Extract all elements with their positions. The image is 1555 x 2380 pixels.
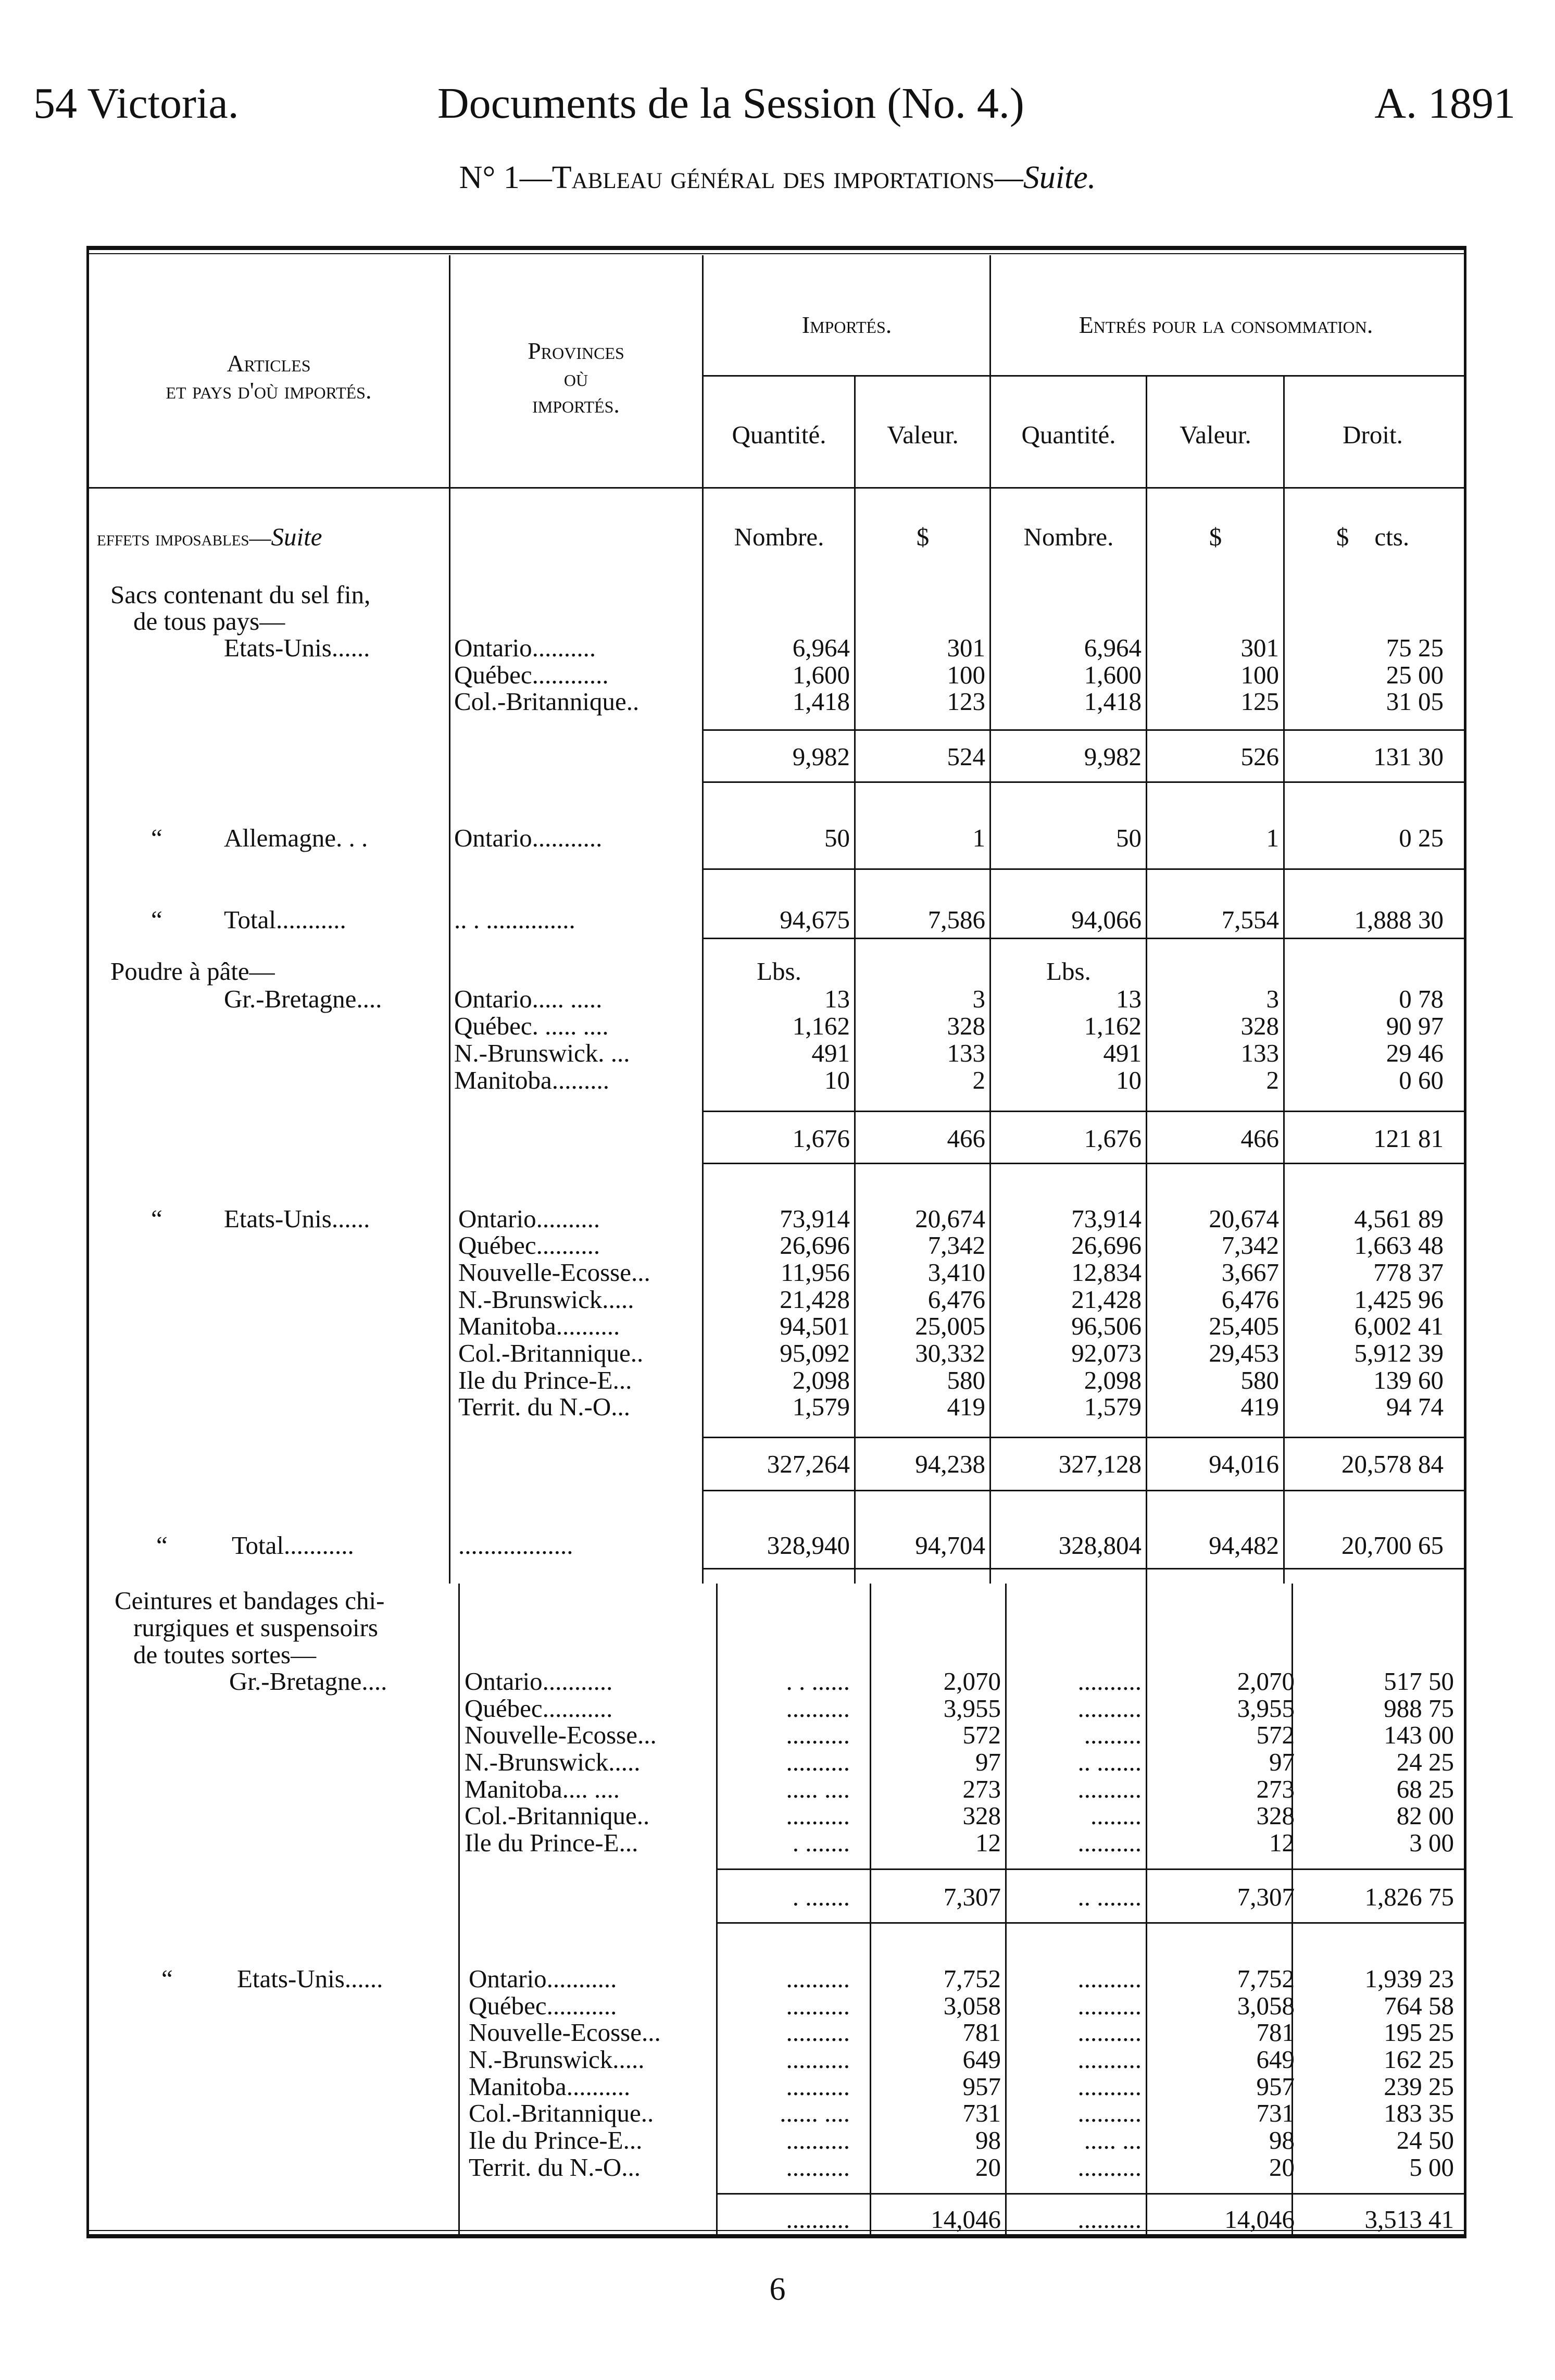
quantity-imported-cell: . ....... xyxy=(792,1828,850,1857)
duty-cell: 183 35 xyxy=(1384,2099,1454,2127)
province-cell: Col.-Britannique.. xyxy=(469,2099,654,2127)
province-cell: Nouvelle-Ecosse... xyxy=(469,2018,661,2047)
quantity-imported-cell: .......... xyxy=(786,2018,850,2047)
value-entered-cell: 98 xyxy=(1269,2126,1295,2154)
province-cell: Québec............ xyxy=(454,661,609,689)
subtotal-quantity-entered: 327,128 xyxy=(1058,1450,1142,1478)
value-imported-cell: 328 xyxy=(962,1801,1001,1830)
subtotal-quantity-entered: .......... xyxy=(1077,2205,1142,2234)
col-header-articles-line: Articles xyxy=(227,350,311,377)
duty-cell: 1,888 30 xyxy=(1354,905,1444,934)
province-cell: Ontario.......... xyxy=(454,633,596,662)
row-rule xyxy=(89,487,1464,489)
value-entered-cell: 100 xyxy=(1240,661,1279,689)
duty-cell: 24 25 xyxy=(1396,1748,1454,1776)
province-cell: N.-Brunswick..... xyxy=(458,1285,634,1314)
quantity-entered-cell: 1,600 xyxy=(1084,661,1142,689)
duty-cell: 139 60 xyxy=(1373,1366,1444,1394)
value-imported-cell: 30,332 xyxy=(915,1339,985,1367)
value-entered-cell: 7,554 xyxy=(1221,905,1279,934)
value-imported-cell: 419 xyxy=(947,1392,985,1421)
duty-cell: 5,912 39 xyxy=(1354,1339,1444,1367)
table-title-prefix: N° 1— xyxy=(459,160,552,195)
quantity-imported-cell: ..... .... xyxy=(786,1775,850,1803)
value-entered-cell: 273 xyxy=(1256,1775,1295,1803)
duty-cell: 82 00 xyxy=(1396,1801,1454,1830)
quantity-entered-cell: 92,073 xyxy=(1071,1339,1142,1367)
column-rule xyxy=(449,255,450,1584)
province-cell: Québec. ..... .... xyxy=(454,1012,609,1040)
row-rule xyxy=(702,868,1464,870)
quantity-entered-cell: .. ....... xyxy=(1077,1748,1142,1776)
quantity-imported-cell: .......... xyxy=(786,1748,850,1776)
quantity-imported-cell: .......... xyxy=(786,1721,850,1749)
value-imported-cell: 100 xyxy=(947,661,985,689)
value-imported-cell: 25,005 xyxy=(915,1312,985,1340)
duty-cell: 1,425 96 xyxy=(1354,1285,1444,1314)
quantity-entered-cell: .......... xyxy=(1077,2072,1142,2101)
quantity-imported-cell: 491 xyxy=(811,1039,850,1067)
value-imported-cell: 328 xyxy=(947,1012,985,1040)
quantity-imported-cell: .......... xyxy=(786,2045,850,2074)
quantity-imported-cell: .......... xyxy=(786,2153,850,2182)
subtotal-value-entered: 7,307 xyxy=(1237,1883,1295,1911)
col-header-provinces-line: Provinces xyxy=(528,338,624,364)
province-cell: Col.-Britannique.. xyxy=(454,687,639,716)
value-entered-cell: 20,674 xyxy=(1209,1204,1279,1233)
country-label: Gr.-Bretagne.... xyxy=(229,1667,387,1696)
duty-cell: 31 05 xyxy=(1386,687,1444,716)
value-entered-cell: 419 xyxy=(1240,1392,1279,1421)
subtotal-quantity-entered: 1,676 xyxy=(1084,1124,1142,1153)
value-imported-cell: 580 xyxy=(947,1366,985,1394)
quantity-imported-cell: 94,501 xyxy=(780,1312,850,1340)
value-entered-cell: 301 xyxy=(1240,633,1279,662)
duty-cell: 0 60 xyxy=(1399,1066,1444,1094)
subtotal-value-entered: 466 xyxy=(1240,1124,1279,1153)
province-cell: Québec.......... xyxy=(458,1231,600,1260)
duty-cell: 778 37 xyxy=(1373,1258,1444,1287)
value-imported-cell: 957 xyxy=(962,2072,1001,2101)
column-rule xyxy=(458,1584,460,2235)
quantity-entered-cell: 94,066 xyxy=(1071,905,1142,934)
section-label-text: effets imposables— xyxy=(97,527,271,551)
value-imported-cell: 12 xyxy=(975,1828,1001,1857)
row-rule xyxy=(716,1922,1464,1924)
duty-cell: 517 50 xyxy=(1384,1667,1454,1696)
quantity-entered-cell: .......... xyxy=(1077,1964,1142,1993)
value-imported-cell: 7,342 xyxy=(927,1231,985,1260)
quantity-entered-cell: 50 xyxy=(1116,824,1142,852)
col-header-quantite-ent: Quantité. xyxy=(1021,420,1116,449)
province-cell: Ontario........... xyxy=(469,1964,617,1993)
duty-cell: 0 25 xyxy=(1399,824,1444,852)
subtotal-duty: 1,826 75 xyxy=(1364,1883,1454,1911)
ditto-mark: “ xyxy=(151,824,162,852)
article-label: Poudre à pâte— xyxy=(110,957,275,986)
unit-quantite-ent: Nombre. xyxy=(1023,522,1114,551)
duty-cell: 0 78 xyxy=(1399,985,1444,1013)
row-rule xyxy=(702,1437,1464,1438)
col-header-quantite-imp: Quantité. xyxy=(732,420,826,449)
row-rule xyxy=(716,1868,1464,1870)
quantity-entered-cell: 328,804 xyxy=(1058,1531,1142,1560)
value-imported-cell: 133 xyxy=(947,1039,985,1067)
subtotal-value-entered: 14,046 xyxy=(1224,2205,1295,2234)
value-entered-cell: 7,752 xyxy=(1237,1964,1295,1993)
quantity-imported-cell: 2,098 xyxy=(792,1366,850,1394)
value-entered-cell: 731 xyxy=(1256,2099,1295,2127)
value-entered-cell: 133 xyxy=(1240,1039,1279,1067)
province-cell: Manitoba......... xyxy=(454,1066,610,1094)
ditto-mark: “ xyxy=(151,905,162,934)
col-header-articles-line: et pays d'où importés. xyxy=(166,377,372,404)
value-entered-cell: 572 xyxy=(1256,1721,1295,1749)
unit-droit: $ cts. xyxy=(1336,522,1410,551)
value-entered-cell: 94,482 xyxy=(1209,1531,1279,1560)
quantity-imported-cell: 328,940 xyxy=(767,1531,850,1560)
unit-valeur-ent: $ xyxy=(1209,522,1222,551)
subtotal-value-entered: 94,016 xyxy=(1209,1450,1279,1478)
province-cell: Territ. du N.-O... xyxy=(458,1392,630,1421)
value-entered-cell: 1 xyxy=(1266,824,1279,852)
province-cell: Manitoba.... .... xyxy=(465,1775,620,1803)
quantity-entered-cell: .......... xyxy=(1077,2153,1142,2182)
value-entered-cell: 7,342 xyxy=(1221,1231,1279,1260)
col-header-provinces xyxy=(451,338,701,418)
section-label-suffix: Suite xyxy=(271,522,322,551)
quantity-entered-cell: 2,098 xyxy=(1084,1366,1142,1394)
value-entered-cell: 3,058 xyxy=(1237,1991,1295,2020)
unit-lbs-entered: Lbs. xyxy=(1046,957,1091,986)
country-label: Allemagne. . . xyxy=(224,824,368,852)
duty-cell: 162 25 xyxy=(1384,2045,1454,2074)
country-label: Gr.-Bretagne.... xyxy=(224,985,382,1013)
subtotal-duty: 20,578 84 xyxy=(1341,1450,1444,1478)
country-label: Etats-Unis...... xyxy=(224,1204,370,1233)
province-cell: Ontario..... ..... xyxy=(454,985,603,1013)
value-entered-cell: 3 xyxy=(1266,985,1279,1013)
value-imported-cell: 649 xyxy=(962,2045,1001,2074)
unit-quantite-imp: Nombre. xyxy=(734,522,824,551)
row-rule xyxy=(716,2193,1464,2195)
province-cell: Ile du Prince-E... xyxy=(469,2126,643,2154)
col-header-provinces-line: où xyxy=(563,364,588,391)
value-entered-cell: 25,405 xyxy=(1209,1312,1279,1340)
header-year: A. 1891 xyxy=(1374,79,1515,128)
value-entered-cell: 6,476 xyxy=(1221,1285,1279,1314)
duty-cell: 1,939 23 xyxy=(1364,1964,1454,1993)
duty-cell: 94 74 xyxy=(1386,1392,1444,1421)
value-imported-cell: 2,070 xyxy=(943,1667,1001,1696)
country-label: Etats-Unis...... xyxy=(224,633,370,662)
duty-cell: 75 25 xyxy=(1386,633,1444,662)
subtotal-quantity-imported: .......... xyxy=(786,2205,850,2234)
subtotal-value-imported: 14,046 xyxy=(931,2205,1001,2234)
duty-cell: 988 75 xyxy=(1384,1694,1454,1723)
quantity-imported-cell: 1,162 xyxy=(792,1012,850,1040)
province-cell: Ile du Prince-E... xyxy=(458,1366,632,1394)
province-cell: Ontario........... xyxy=(465,1667,613,1696)
quantity-entered-cell: .......... xyxy=(1077,1828,1142,1857)
quantity-imported-cell: 1,418 xyxy=(792,687,850,716)
value-imported-cell: 20 xyxy=(975,2153,1001,2182)
quantity-imported-cell: .......... xyxy=(786,2126,850,2154)
column-rule xyxy=(716,1584,718,2235)
value-imported-cell: 20,674 xyxy=(915,1204,985,1233)
quantity-entered-cell: 12,834 xyxy=(1071,1258,1142,1287)
duty-cell: 764 58 xyxy=(1384,1991,1454,2020)
province-cell: N.-Brunswick. ... xyxy=(454,1039,630,1067)
subtotal-quantity-entered: 9,982 xyxy=(1084,742,1142,771)
col-header-valeur-ent: Valeur. xyxy=(1180,420,1251,449)
subtotal-quantity-imported: 1,676 xyxy=(792,1124,850,1153)
quantity-imported-cell: .......... xyxy=(786,1964,850,1993)
province-cell: N.-Brunswick..... xyxy=(465,1748,641,1776)
province-cell: Manitoba.......... xyxy=(458,1312,620,1340)
table-title-suffix: —Suite. xyxy=(994,160,1096,195)
quantity-imported-cell: 26,696 xyxy=(780,1231,850,1260)
value-imported-cell: 6,476 xyxy=(927,1285,985,1314)
duty-cell: 143 00 xyxy=(1384,1721,1454,1749)
duty-cell: 1,663 48 xyxy=(1354,1231,1444,1260)
row-rule xyxy=(702,729,1464,731)
country-label: Total........... xyxy=(232,1531,354,1560)
quantity-entered-cell: .......... xyxy=(1077,1667,1142,1696)
subtotal-value-imported: 94,238 xyxy=(915,1450,985,1478)
duty-cell: 3 00 xyxy=(1409,1828,1454,1857)
value-entered-cell: 3,667 xyxy=(1221,1258,1279,1287)
province-cell: N.-Brunswick..... xyxy=(469,2045,645,2074)
quantity-imported-cell: 50 xyxy=(824,824,850,852)
value-imported-cell: 3 xyxy=(972,985,985,1013)
quantity-imported-cell: ...... .... xyxy=(780,2099,850,2127)
subtotal-quantity-imported: . ....... xyxy=(792,1883,850,1911)
value-entered-cell: 97 xyxy=(1269,1748,1295,1776)
quantity-entered-cell: .......... xyxy=(1077,1694,1142,1723)
quantity-entered-cell: 1,418 xyxy=(1084,687,1142,716)
value-imported-cell: 7,586 xyxy=(927,905,985,934)
quantity-imported-cell: 13 xyxy=(824,985,850,1013)
subtotal-value-imported: 466 xyxy=(947,1124,985,1153)
value-entered-cell: 12 xyxy=(1269,1828,1295,1857)
province-cell: Québec........... xyxy=(469,1991,617,2020)
quantity-entered-cell: .......... xyxy=(1077,1991,1142,2020)
quantity-entered-cell: ..... ... xyxy=(1084,2126,1142,2154)
row-rule xyxy=(702,1490,1464,1491)
row-rule xyxy=(702,375,1464,377)
subtotal-quantity-imported: 327,264 xyxy=(767,1450,850,1478)
row-rule xyxy=(702,1111,1464,1112)
table-title-main: Tableau général des importations xyxy=(551,160,995,195)
duty-cell: 20,700 65 xyxy=(1341,1531,1444,1560)
quantity-imported-cell: 1,579 xyxy=(792,1392,850,1421)
ditto-mark: “ xyxy=(151,1204,162,1233)
value-imported-cell: 781 xyxy=(962,2018,1001,2047)
province-cell: Col.-Britannique.. xyxy=(465,1801,650,1830)
value-entered-cell: 3,955 xyxy=(1237,1694,1295,1723)
ditto-mark: “ xyxy=(156,1531,168,1560)
province-cell: .. . .............. xyxy=(454,905,575,934)
quantity-imported-cell: 73,914 xyxy=(780,1204,850,1233)
row-rule xyxy=(702,1568,1464,1569)
province-cell: .................. xyxy=(458,1531,573,1560)
article-label: Ceintures et bandages chi- xyxy=(115,1586,385,1615)
province-cell: Ontario.......... xyxy=(458,1204,600,1233)
quantity-imported-cell: 1,600 xyxy=(792,661,850,689)
column-rule xyxy=(1005,1584,1007,2235)
quantity-imported-cell: . . ...... xyxy=(786,1667,850,1696)
province-cell: Nouvelle-Ecosse... xyxy=(465,1721,657,1749)
quantity-imported-cell: 21,428 xyxy=(780,1285,850,1314)
duty-cell: 5 00 xyxy=(1409,2153,1454,2182)
value-imported-cell: 7,752 xyxy=(943,1964,1001,1993)
quantity-entered-cell: 491 xyxy=(1103,1039,1142,1067)
value-entered-cell: 328 xyxy=(1256,1801,1295,1830)
quantity-entered-cell: 21,428 xyxy=(1071,1285,1142,1314)
province-cell: Ile du Prince-E... xyxy=(465,1828,638,1857)
value-entered-cell: 649 xyxy=(1256,2045,1295,2074)
col-header-droit: Droit. xyxy=(1343,420,1403,449)
col-header-valeur-imp: Valeur. xyxy=(887,420,959,449)
province-cell: Col.-Britannique.. xyxy=(458,1339,644,1367)
quantity-entered-cell: 13 xyxy=(1116,985,1142,1013)
article-label: de tous pays— xyxy=(133,607,285,636)
quantity-imported-cell: 11,956 xyxy=(781,1258,850,1287)
quantity-entered-cell: 10 xyxy=(1116,1066,1142,1094)
duty-cell: 6,002 41 xyxy=(1354,1312,1444,1340)
subtotal-duty: 131 30 xyxy=(1373,742,1444,771)
unit-lbs-imported: Lbs. xyxy=(757,957,801,986)
quantity-entered-cell: .......... xyxy=(1077,1775,1142,1803)
subtotal-value-entered: 526 xyxy=(1240,742,1279,771)
value-entered-cell: 580 xyxy=(1240,1366,1279,1394)
col-header-articles xyxy=(89,350,448,404)
value-imported-cell: 3,058 xyxy=(943,1991,1001,2020)
subtotal-duty: 3,513 41 xyxy=(1364,2205,1454,2234)
value-imported-cell: 301 xyxy=(947,633,985,662)
quantity-imported-cell: .......... xyxy=(786,1801,850,1830)
subtotal-value-imported: 524 xyxy=(947,742,985,771)
value-entered-cell: 20 xyxy=(1269,2153,1295,2182)
ditto-mark: “ xyxy=(161,1964,173,1993)
value-imported-cell: 97 xyxy=(975,1748,1001,1776)
col-header-importes: Importés. xyxy=(801,311,892,338)
quantity-entered-cell: 96,506 xyxy=(1071,1312,1142,1340)
subtotal-value-imported: 7,307 xyxy=(943,1883,1001,1911)
province-cell: Manitoba.......... xyxy=(469,2072,631,2101)
quantity-entered-cell: 1,162 xyxy=(1084,1012,1142,1040)
quantity-imported-cell: .......... xyxy=(786,2072,850,2101)
value-imported-cell: 94,704 xyxy=(915,1531,985,1560)
value-entered-cell: 125 xyxy=(1240,687,1279,716)
quantity-imported-cell: .......... xyxy=(786,1991,850,2020)
unit-valeur-imp: $ xyxy=(916,522,930,551)
article-label: Sacs contenant du sel fin, xyxy=(110,580,371,609)
subtotal-duty: 121 81 xyxy=(1373,1124,1444,1153)
value-entered-cell: 781 xyxy=(1256,2018,1295,2047)
duty-cell: 4,561 89 xyxy=(1354,1204,1444,1233)
quantity-entered-cell: 1,579 xyxy=(1084,1392,1142,1421)
duty-cell: 195 25 xyxy=(1384,2018,1454,2047)
quantity-imported-cell: 94,675 xyxy=(780,905,850,934)
country-label: Total........... xyxy=(224,905,346,934)
quantity-imported-cell: 95,092 xyxy=(780,1339,850,1367)
quantity-entered-cell: ........ xyxy=(1090,1801,1142,1830)
value-imported-cell: 572 xyxy=(962,1721,1001,1749)
quantity-entered-cell: 26,696 xyxy=(1071,1231,1142,1260)
quantity-entered-cell: ......... xyxy=(1084,1721,1142,1749)
quantity-imported-cell: .......... xyxy=(786,1694,850,1723)
page-number: 6 xyxy=(769,2272,786,2307)
quantity-imported-cell: 6,964 xyxy=(792,633,850,662)
article-label: rurgiques et suspensoirs xyxy=(133,1613,378,1642)
section-label xyxy=(97,524,322,550)
province-cell: Ontario........... xyxy=(454,824,603,852)
value-imported-cell: 273 xyxy=(962,1775,1001,1803)
duty-cell: 68 25 xyxy=(1396,1775,1454,1803)
article-label: de toutes sortes— xyxy=(133,1640,317,1669)
row-rule xyxy=(702,781,1464,783)
value-entered-cell: 328 xyxy=(1240,1012,1279,1040)
province-cell: Québec........... xyxy=(465,1694,613,1723)
value-entered-cell: 29,453 xyxy=(1209,1339,1279,1367)
subtotal-quantity-entered: .. ....... xyxy=(1077,1883,1142,1911)
quantity-entered-cell: 6,964 xyxy=(1084,633,1142,662)
quantity-entered-cell: .......... xyxy=(1077,2045,1142,2074)
row-rule xyxy=(702,938,1464,939)
value-entered-cell: 2,070 xyxy=(1237,1667,1295,1696)
duty-cell: 24 50 xyxy=(1396,2126,1454,2154)
value-imported-cell: 3,955 xyxy=(943,1694,1001,1723)
value-imported-cell: 123 xyxy=(947,687,985,716)
country-label: Etats-Unis...... xyxy=(237,1964,383,1993)
value-imported-cell: 98 xyxy=(975,2126,1001,2154)
value-imported-cell: 731 xyxy=(962,2099,1001,2127)
col-header-provinces-line: importés. xyxy=(532,391,620,418)
duty-cell: 90 97 xyxy=(1386,1012,1444,1040)
quantity-imported-cell: 10 xyxy=(824,1066,850,1094)
quantity-entered-cell: 73,914 xyxy=(1071,1204,1142,1233)
value-entered-cell: 957 xyxy=(1256,2072,1295,2101)
value-imported-cell: 2 xyxy=(972,1066,985,1094)
quantity-entered-cell: .......... xyxy=(1077,2099,1142,2127)
value-imported-cell: 3,410 xyxy=(927,1258,985,1287)
table-title xyxy=(0,159,1555,196)
value-imported-cell: 1 xyxy=(972,824,985,852)
col-header-entres: Entrés pour la consommation. xyxy=(1079,311,1373,338)
duty-cell: 239 25 xyxy=(1384,2072,1454,2101)
duty-cell: 29 46 xyxy=(1386,1039,1444,1067)
duty-cell: 25 00 xyxy=(1386,661,1444,689)
row-rule xyxy=(702,1163,1464,1164)
quantity-entered-cell: .......... xyxy=(1077,2018,1142,2047)
header-session: Documents de la Session (No. 4.) xyxy=(437,79,1024,128)
value-entered-cell: 2 xyxy=(1266,1066,1279,1094)
province-cell: Territ. du N.-O... xyxy=(469,2153,641,2182)
province-cell: Nouvelle-Ecosse... xyxy=(458,1258,650,1287)
subtotal-quantity-imported: 9,982 xyxy=(792,742,850,771)
header-volume: 54 Victoria. xyxy=(33,79,239,128)
